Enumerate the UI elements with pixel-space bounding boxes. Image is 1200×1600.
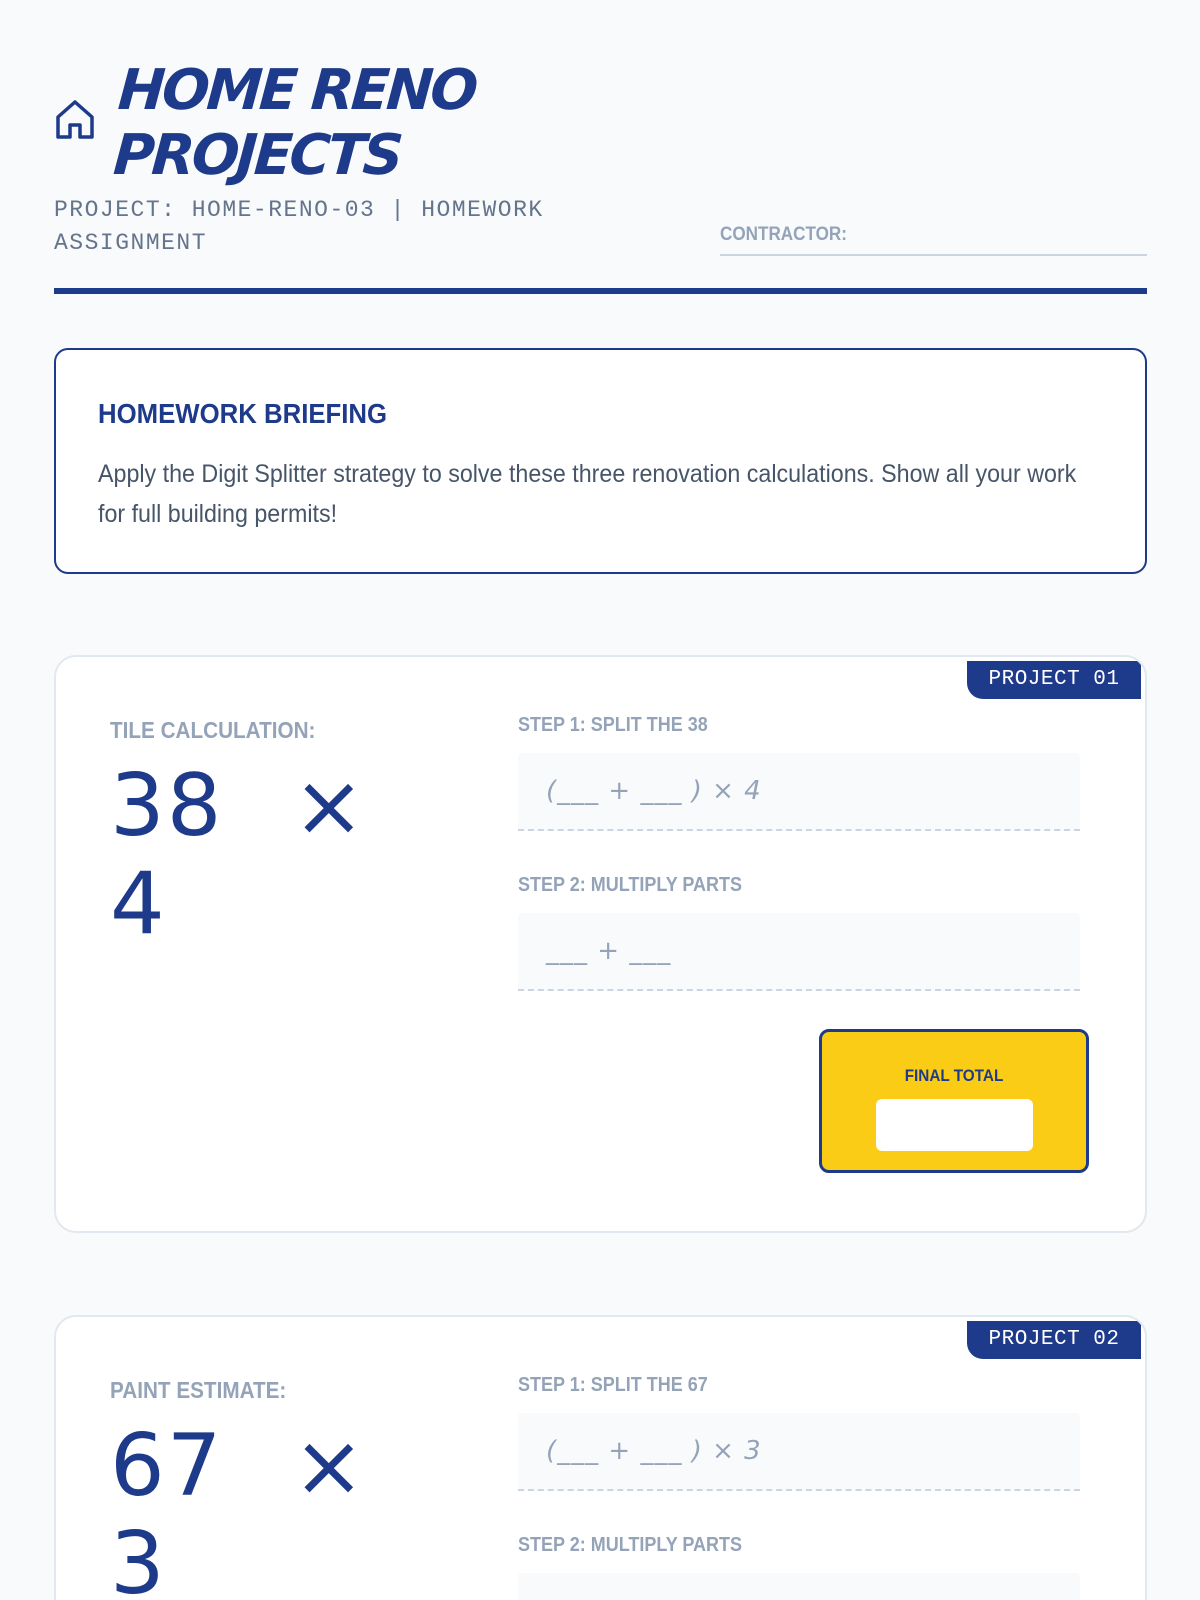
header-divider bbox=[54, 288, 1147, 294]
final-total-label: FINAL TOTAL bbox=[904, 1066, 1004, 1085]
project-card bbox=[54, 655, 1147, 1233]
home-icon bbox=[54, 97, 96, 141]
page-title: HOME RENO PROJECTS bbox=[111, 58, 478, 188]
project-subtitle: PROJECT: HOME-RENO-03 | HOMEWORK ASSIGNMENT bbox=[54, 197, 544, 256]
project-tag: PROJECT 02 bbox=[967, 1321, 1141, 1359]
step1-input[interactable]: (___ + ___ ) × 4 bbox=[518, 753, 1080, 831]
final-total-box bbox=[819, 1029, 1089, 1173]
multiplication-problem: 67 × 3 bbox=[110, 1416, 367, 1600]
step1-input[interactable]: (___ + ___ ) × 3 bbox=[518, 1413, 1080, 1491]
briefing-title: HOMEWORK BRIEFING bbox=[98, 398, 388, 429]
step2-input[interactable]: ___ + ___ bbox=[518, 913, 1080, 991]
project-tag: PROJECT 01 bbox=[967, 661, 1141, 699]
calculation-label: PAINT ESTIMATE: bbox=[110, 1377, 287, 1403]
worksheet-page bbox=[54, 0, 1147, 1600]
briefing-box bbox=[54, 348, 1147, 574]
step2-input[interactable] bbox=[518, 1573, 1080, 1600]
header bbox=[54, 0, 1147, 294]
step1-label: STEP 1: SPLIT THE 67 bbox=[518, 1374, 708, 1396]
project-card bbox=[54, 1315, 1147, 1600]
step1-label: STEP 1: SPLIT THE 38 bbox=[518, 714, 708, 736]
final-total-input[interactable] bbox=[876, 1099, 1033, 1151]
briefing-text: Apply the Digit Splitter strategy to solve these three renovation calculations. Show all your work for full building permits! bbox=[98, 460, 1077, 528]
contractor-label: CONTRACTOR: bbox=[720, 224, 847, 245]
multiplication-problem: 38 × 4 bbox=[110, 756, 367, 954]
calculation-label: TILE CALCULATION: bbox=[110, 717, 316, 743]
step2-label: STEP 2: MULTIPLY PARTS bbox=[518, 874, 743, 896]
step2-label: STEP 2: MULTIPLY PARTS bbox=[518, 1534, 743, 1556]
contractor-field[interactable] bbox=[720, 224, 1147, 256]
